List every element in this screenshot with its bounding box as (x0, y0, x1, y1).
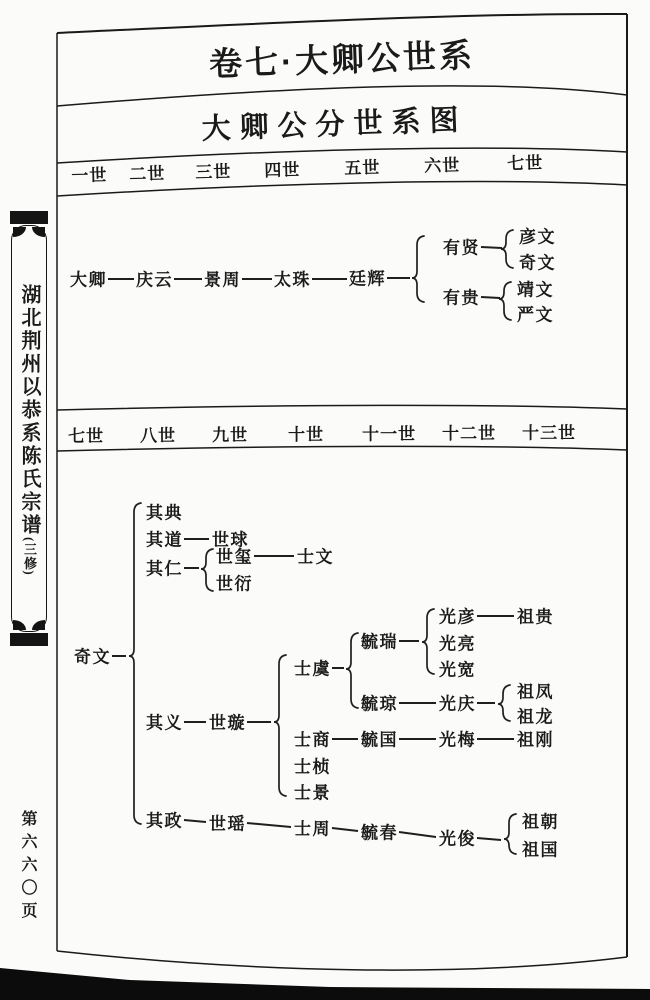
person-node-世玺: 世玺 (216, 547, 253, 567)
generation-header-cell: 一世 (71, 165, 108, 186)
page-title: 卷七·大卿公世系 (208, 36, 476, 83)
person-node-世瑶: 世瑶 (209, 814, 246, 834)
person-node-士商: 士商 (294, 730, 331, 750)
person-node-光俊: 光俊 (439, 829, 476, 849)
person-node-其道: 其道 (146, 530, 183, 550)
generation-header-cell: 九世 (212, 425, 249, 445)
person-node-光亮: 光亮 (439, 634, 476, 654)
person-node-祖凤: 祖凤 (517, 682, 554, 702)
person-node-有贤: 有贤 (443, 238, 480, 258)
person-node-士周: 士周 (294, 819, 331, 839)
person-node-士桢: 士桢 (294, 757, 331, 777)
person-node-祖刚: 祖刚 (517, 730, 554, 750)
generation-header-cell: 十三世 (522, 423, 577, 443)
person-node-其义: 其义 (146, 713, 183, 733)
page-number-vertical-text: 第六六〇页 (19, 810, 36, 925)
generation-header-cell: 三世 (195, 162, 232, 183)
person-node-毓琼: 毓琼 (361, 694, 398, 714)
generation-header-cell: 十二世 (442, 423, 497, 444)
person-node-光庆: 光庆 (439, 694, 476, 714)
person-node-其典: 其典 (146, 503, 183, 523)
person-node-靖文: 靖文 (517, 280, 554, 300)
person-node-毓瑞: 毓瑞 (361, 632, 398, 652)
person-node-世衍: 世衍 (216, 574, 253, 594)
generation-header-cell: 六世 (423, 155, 461, 176)
person-node-光彦: 光彦 (439, 607, 476, 627)
person-node-廷辉: 廷辉 (349, 269, 386, 289)
person-node-彦文: 彦文 (519, 227, 556, 247)
person-node-世球: 世球 (212, 530, 249, 550)
generation-header-cell: 七世 (68, 426, 105, 446)
person-node-奇文: 奇文 (74, 647, 111, 667)
person-node-祖贵: 祖贵 (517, 607, 554, 627)
generation-header-cell: 四世 (264, 160, 301, 181)
person-node-太珠: 太珠 (274, 270, 311, 290)
person-node-景周: 景周 (204, 270, 241, 290)
person-node-士虞: 士虞 (294, 659, 331, 679)
generation-header-cell: 二世 (129, 163, 166, 184)
person-node-光梅: 光梅 (439, 730, 476, 750)
generation-header-cell: 七世 (506, 153, 544, 174)
person-node-祖朝: 祖朝 (522, 812, 559, 832)
generation-header-cell: 五世 (344, 157, 381, 178)
spine-title: 湖北荆州以恭系陈氏宗谱 (18, 284, 40, 538)
diagram-subtitle: 大卿公分世系图 (201, 104, 469, 146)
person-node-毓春: 毓春 (361, 823, 398, 843)
person-node-庆云: 庆云 (136, 270, 173, 290)
person-node-祖国: 祖国 (522, 840, 559, 860)
person-node-世璇: 世璇 (209, 713, 246, 733)
person-node-祖龙: 祖龙 (517, 707, 554, 727)
person-node-士文: 士文 (297, 547, 334, 567)
generation-header-cell: 八世 (140, 426, 177, 446)
generation-header-cell: 十世 (288, 425, 325, 445)
person-node-毓国: 毓国 (361, 730, 398, 750)
person-node-大卿: 大卿 (70, 270, 107, 290)
person-node-其仁: 其仁 (146, 559, 183, 579)
generation-header-cell: 十一世 (362, 424, 417, 444)
person-node-有贵: 有贵 (443, 288, 480, 308)
person-node-光宽: 光宽 (439, 660, 476, 680)
person-node-严文: 严文 (517, 305, 554, 325)
person-node-其政: 其政 (146, 811, 183, 831)
person-node-奇文: 奇文 (519, 253, 556, 273)
person-node-士景: 士景 (294, 783, 331, 803)
spine-edition-suffix: (三修) (22, 537, 37, 576)
